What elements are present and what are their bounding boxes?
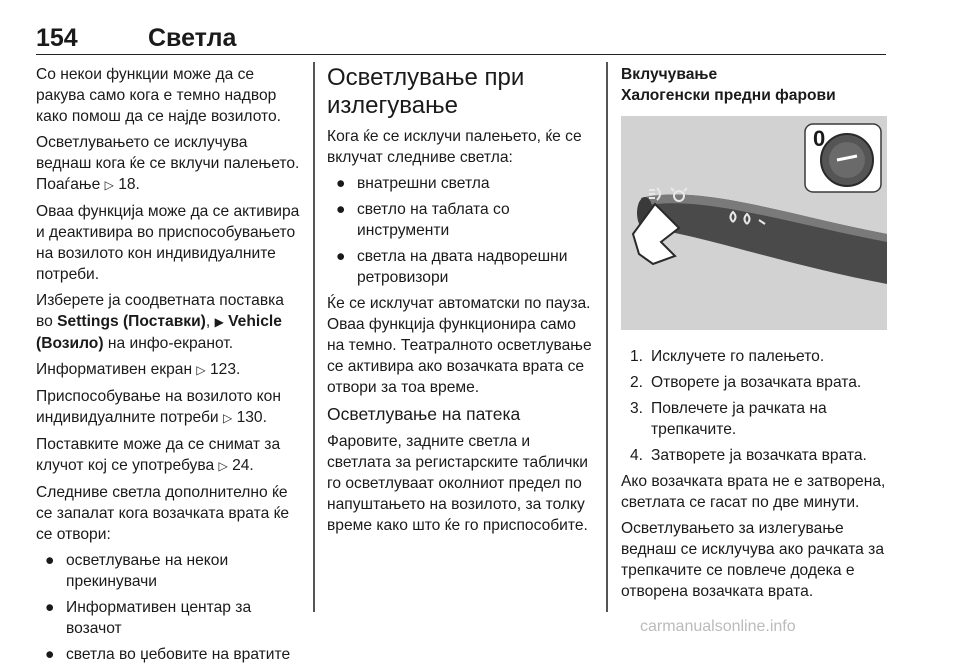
list-item: ● Информативен центар за возачот (45, 599, 252, 637)
step-list (621, 346, 887, 466)
bullet-icon: ● (336, 248, 346, 265)
menu-path-settings: Settings (Поставки) (57, 313, 206, 330)
menu-path-vehicle: Vehicle (Возило) (36, 313, 282, 352)
bullet-icon: ● (45, 599, 55, 616)
page-reference-icon: ▷ (104, 178, 114, 192)
list-item: ● светло на таблата со инструменти (336, 201, 510, 239)
paragraph: Осветлувањето за излегување веднаш се исклучува ако рачката за трепкачите се повлече додека е отворена возачката врата. (621, 520, 884, 600)
header-rule (36, 54, 886, 55)
paragraph: Со некои функции може да се ракува само кога е темно надвор како помош да се најде возилото. (36, 66, 281, 125)
column-middle (327, 64, 595, 541)
list-item: 4. Затворете ја возачката врата. (630, 447, 867, 464)
bullet-icon: ● (45, 646, 55, 663)
knob-position-label: 0 (813, 126, 826, 151)
column-right (621, 64, 887, 607)
list-item: ● внатрешни светла (336, 175, 490, 192)
paragraph: Оваа функција може да се активира и деактивира во приспособувањето на возилото кон индивидуалните потреби. (36, 203, 300, 283)
list-item: ● светла во џебовите на вратите (45, 646, 291, 663)
list-item: 1. Исклучете го палењето. (630, 348, 825, 365)
bullet-icon: ● (45, 552, 55, 569)
paragraph: Фаровите, задните светла и светлата за регистарските таблички го осветлуваат околниот предел по напуштањето на возилото, за толку време како што ќе го приспособите. (327, 433, 588, 534)
watermark: carmanualsonline.info (640, 618, 796, 635)
paragraph: Ќе се исклучат автоматски по пауза. Оваа функција функционира само на темно. Театралното осветлување се активира ако возачката врата се отвори за тоа време. (327, 295, 592, 396)
label-halogen-headlights: Халогенски предни фарови (621, 87, 836, 104)
page-reference[interactable]: 24. (232, 457, 254, 474)
page-reference[interactable]: 123. (210, 361, 241, 378)
paragraph: Кога ќе се исклучи палењето, ќе се вклучат следниве светла: (327, 128, 582, 166)
paragraph: Приспособување на возилото кон индивидуалните потреби ▷ 130. (36, 386, 302, 429)
bullet-list (327, 173, 595, 288)
list-item: 2. Отворете ја возачката врата. (630, 374, 862, 391)
page-reference-icon: ▷ (218, 459, 228, 473)
page-reference[interactable]: 130. (236, 409, 267, 426)
menu-arrow-icon: ▶ (214, 315, 224, 329)
bullet-icon: ● (336, 175, 346, 192)
page-reference-icon: ▷ (222, 411, 233, 425)
paragraph: Осветлувањето се исклучува веднаш кога ќе се вклучи палењето. Поаѓање ▷ 18. (36, 132, 302, 196)
label-activation: Вклучување (621, 66, 718, 83)
page-number: 154 (36, 24, 78, 52)
bullet-list (36, 550, 302, 665)
page-reference[interactable]: 18. (118, 176, 140, 193)
column-divider-2 (606, 62, 608, 612)
page-header (36, 24, 886, 54)
paragraph: Следниве светла дополнително ќе се запалат кога возачката врата ќе се отвори: (36, 484, 290, 543)
turn-signal-lever-illustration (621, 116, 887, 330)
chapter-title: Светла (148, 24, 237, 52)
list-item: ● светла на двата надворешни ретровизори (336, 248, 568, 286)
column-divider-1 (313, 62, 315, 612)
column-left (36, 64, 302, 670)
section-heading: Осветлување при излегување (327, 64, 525, 119)
paragraph: Поставките може да се снимат за клучот кој се употребува ▷ 24. (36, 434, 302, 477)
paragraph: Изберете ја соодветната поставка во Settings (Поставки), ▶ Vehicle (Возило) на инфо-екранот. (36, 292, 284, 352)
list-item: 3. Повлечете ја рачката на трепкачите. (630, 400, 827, 438)
paragraph: Информативен екран ▷ 123. (36, 359, 302, 381)
paragraph: Ако возачката врата не е затворена, светлата се гасат по две минути. (621, 473, 886, 511)
bullet-icon: ● (336, 201, 346, 218)
list-item: ● осветлување на некои прекинувачи (45, 552, 229, 590)
subsection-heading: Осветлување на патека (327, 404, 521, 424)
page-reference-icon: ▷ (196, 363, 206, 377)
